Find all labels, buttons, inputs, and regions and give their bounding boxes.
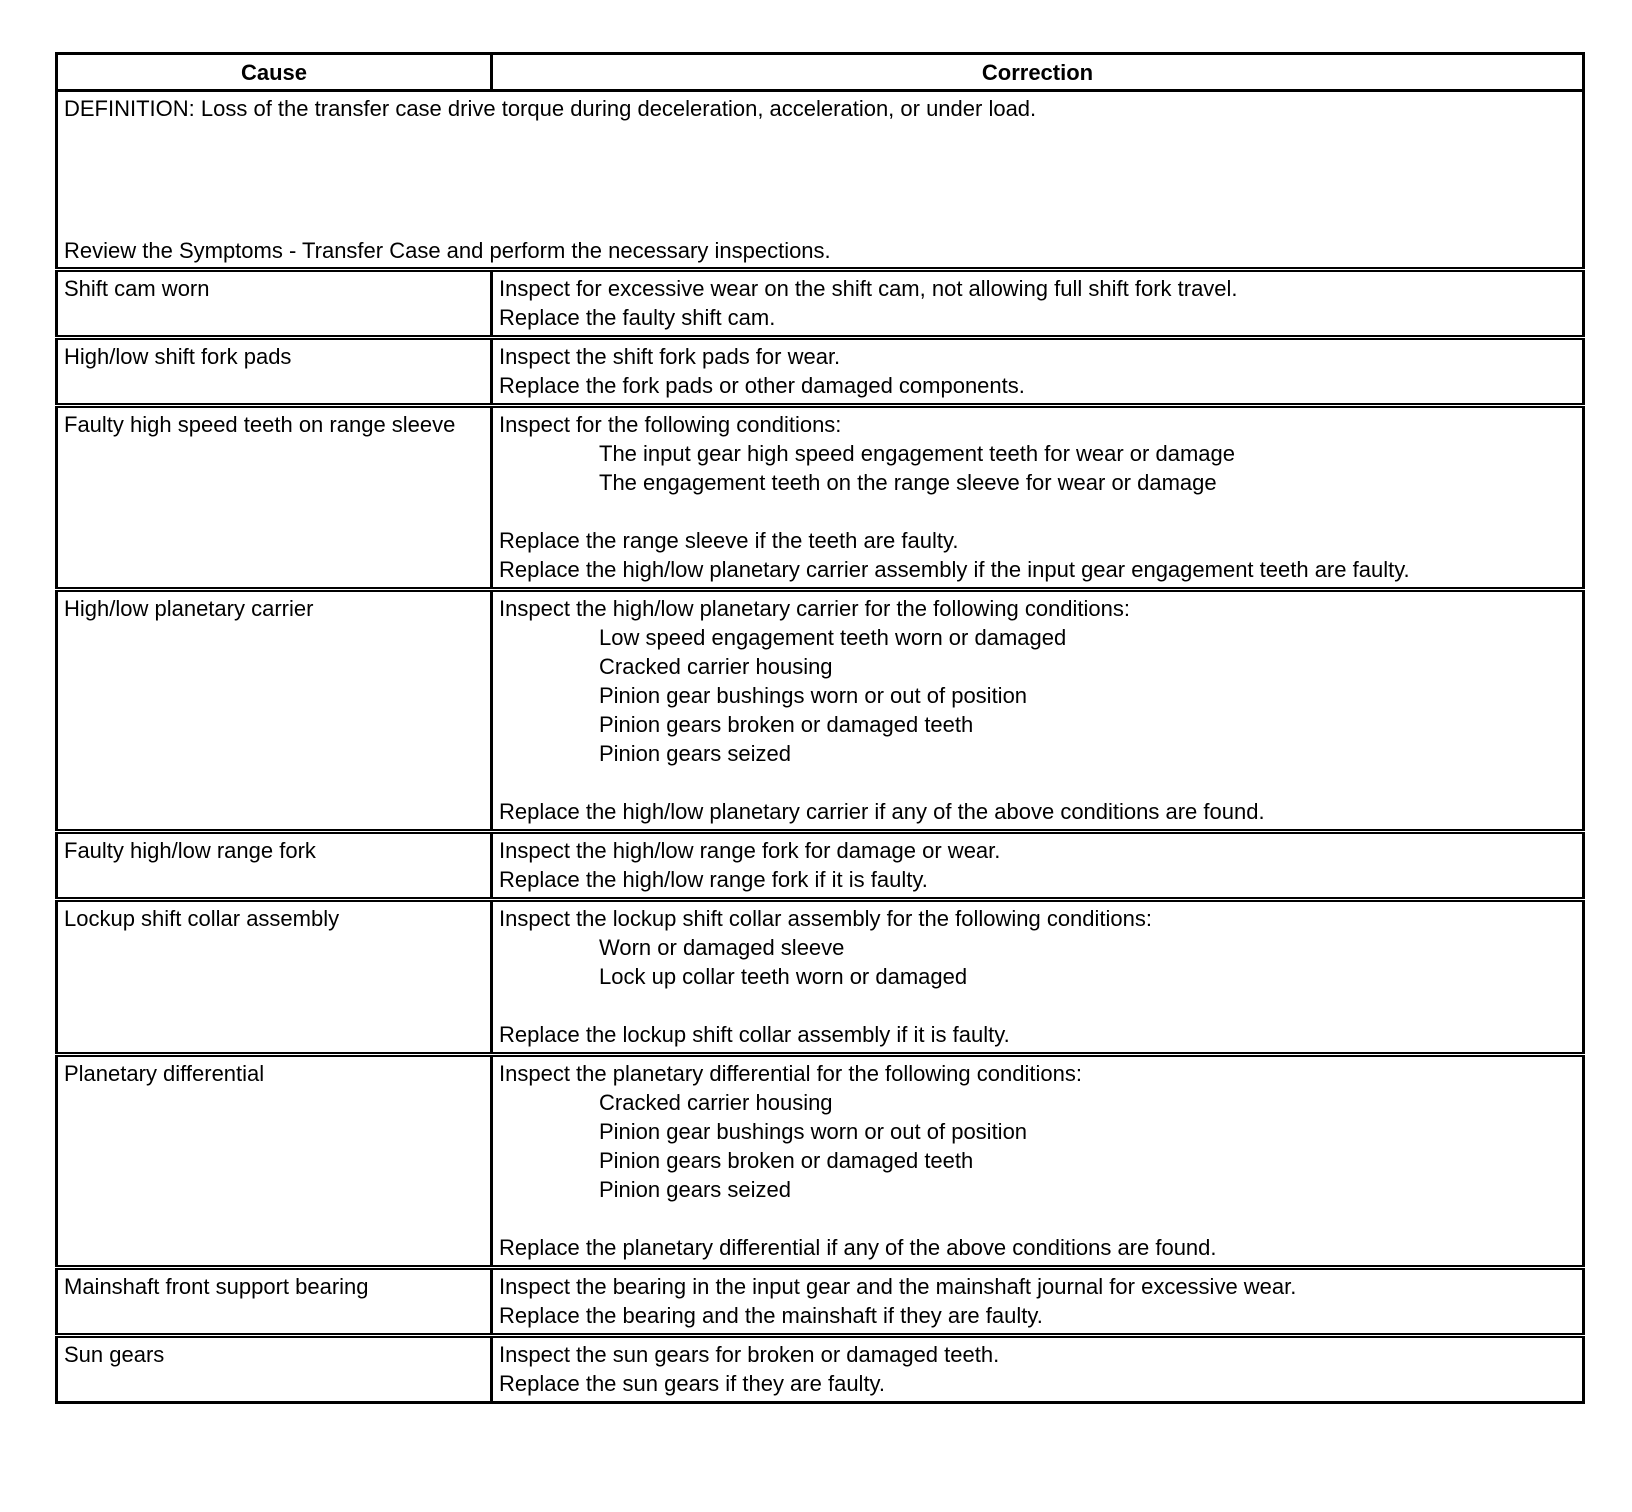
correction-cell bbox=[492, 900, 1584, 1055]
correction-line: Replace the high/low planetary carrier assembly if the input gear engagement teeth are faulty. bbox=[499, 557, 1410, 582]
table-row bbox=[57, 900, 1584, 1055]
correction-cell bbox=[492, 1336, 1584, 1403]
correction-line: Replace the range sleeve if the teeth are faulty. bbox=[499, 528, 959, 553]
cause-cell: Mainshaft front support bearing bbox=[57, 1268, 492, 1336]
review-instruction: Review the Symptoms - Transfer Case and perform the necessary inspections. bbox=[64, 238, 831, 263]
correction-line: Replace the bearing and the mainshaft if they are faulty. bbox=[499, 1303, 1043, 1328]
cause-column-header: Cause bbox=[57, 54, 492, 91]
correction-cell bbox=[492, 590, 1584, 832]
definition-text: DEFINITION: Loss of the transfer case drive torque during deceleration, acceleration, or under load. bbox=[64, 96, 1037, 121]
definition-row bbox=[57, 91, 1584, 270]
cause-cell: Faulty high speed teeth on range sleeve bbox=[57, 406, 492, 590]
correction-line: Replace the fork pads or other damaged components. bbox=[499, 373, 1025, 398]
cause-cell: High/low planetary carrier bbox=[57, 590, 492, 832]
cause-cell: Lockup shift collar assembly bbox=[57, 900, 492, 1055]
correction-intro: Inspect for the following conditions: bbox=[499, 412, 842, 437]
table-row bbox=[57, 1268, 1584, 1336]
condition-item: Low speed engagement teeth worn or damaged bbox=[599, 625, 1067, 650]
correction-cell bbox=[492, 1268, 1584, 1336]
correction-intro: Inspect the high/low planetary carrier for the following conditions: bbox=[499, 596, 1131, 621]
correction-line: Replace the high/low planetary carrier if any of the above conditions are found. bbox=[499, 799, 1265, 824]
condition-item: Pinion gear bushings worn or out of position bbox=[599, 1119, 1028, 1144]
condition-item: Pinion gears seized bbox=[599, 1177, 792, 1202]
cause-cell: High/low shift fork pads bbox=[57, 338, 492, 406]
cause-cell: Sun gears bbox=[57, 1336, 492, 1403]
correction-intro: Inspect the planetary differential for the following conditions: bbox=[499, 1061, 1082, 1086]
condition-item: Pinion gears seized bbox=[599, 741, 792, 766]
header-row bbox=[57, 54, 1584, 91]
correction-line: Replace the high/low range fork if it is faulty. bbox=[499, 867, 928, 892]
correction-line: Replace the planetary differential if any of the above conditions are found. bbox=[499, 1235, 1217, 1260]
correction-cell bbox=[492, 270, 1584, 338]
condition-item: Worn or damaged sleeve bbox=[599, 935, 845, 960]
diagnosis-table bbox=[55, 52, 1585, 1404]
table-row bbox=[57, 1336, 1584, 1403]
condition-item: Pinion gears broken or damaged teeth bbox=[599, 1148, 974, 1173]
condition-item: Lock up collar teeth worn or damaged bbox=[599, 964, 968, 989]
correction-intro: Inspect the lockup shift collar assembly for the following conditions: bbox=[499, 906, 1152, 931]
correction-line: Inspect the bearing in the input gear and the mainshaft journal for excessive wear. bbox=[499, 1274, 1297, 1299]
correction-line: Inspect the shift fork pads for wear. bbox=[499, 344, 841, 369]
correction-line: Inspect for excessive wear on the shift cam, not allowing full shift fork travel. bbox=[499, 276, 1238, 301]
table-row bbox=[57, 590, 1584, 832]
condition-item: Pinion gear bushings worn or out of position bbox=[599, 683, 1028, 708]
cause-cell: Planetary differential bbox=[57, 1055, 492, 1268]
correction-line: Inspect the high/low range fork for damage or wear. bbox=[499, 838, 1001, 863]
correction-line: Replace the sun gears if they are faulty. bbox=[499, 1371, 886, 1396]
correction-line: Replace the lockup shift collar assembly if it is faulty. bbox=[499, 1022, 1010, 1047]
correction-line: Replace the faulty shift cam. bbox=[499, 305, 776, 330]
correction-cell bbox=[492, 832, 1584, 900]
condition-item: The engagement teeth on the range sleeve for wear or damage bbox=[599, 470, 1217, 495]
table-row bbox=[57, 1055, 1584, 1268]
correction-cell bbox=[492, 406, 1584, 590]
cause-cell: Faulty high/low range fork bbox=[57, 832, 492, 900]
correction-cell bbox=[492, 1055, 1584, 1268]
table-row bbox=[57, 832, 1584, 900]
cause-cell: Shift cam worn bbox=[57, 270, 492, 338]
table-row bbox=[57, 406, 1584, 590]
condition-item: Cracked carrier housing bbox=[599, 654, 833, 679]
definition-cell bbox=[57, 91, 1584, 270]
table-row bbox=[57, 338, 1584, 406]
condition-item: The input gear high speed engagement teeth for wear or damage bbox=[599, 441, 1235, 466]
table-row bbox=[57, 270, 1584, 338]
correction-line: Inspect the sun gears for broken or damaged teeth. bbox=[499, 1342, 1000, 1367]
correction-cell bbox=[492, 338, 1584, 406]
condition-item: Cracked carrier housing bbox=[599, 1090, 833, 1115]
correction-column-header: Correction bbox=[492, 54, 1584, 91]
condition-item: Pinion gears broken or damaged teeth bbox=[599, 712, 974, 737]
